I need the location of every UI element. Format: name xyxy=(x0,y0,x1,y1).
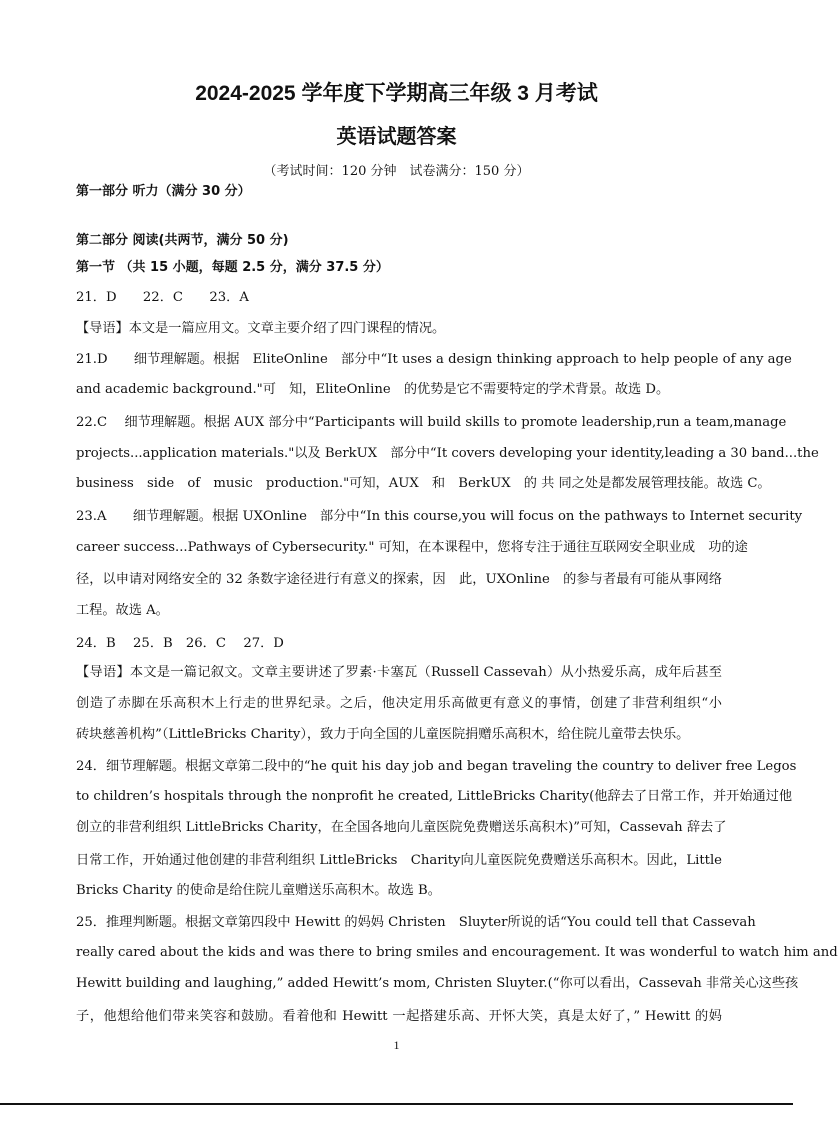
exam-info: （考试时间：120 分钟 试卷满分：150 分） xyxy=(263,164,530,179)
explanation-line: Hewitt building and laughing,” added Hewitt’s mom, Christen Sluyter.(“你可以看出，Cassevah 非常关心这些孩 xyxy=(76,976,799,991)
explanation-line: 工程。故选 A。 xyxy=(76,603,169,618)
explanation-line: 23.A 细节理解题。根据 UXOnline 部分中“In this course,you will focus on the pathways to Internet security xyxy=(76,509,803,524)
answers-21-23: 21．D 22．C 23．A xyxy=(76,290,249,305)
explanation-line: Bricks Charity 的使命是给住院儿童赠送乐高积木。故选 B。 xyxy=(76,883,441,898)
explanation-line: 日常工作，开始通过他创建的非营利组织 LittleBricks Charity向儿童医院免费赠送乐高积木。因此，Little xyxy=(76,853,722,868)
document-title: 2024-2025 学年度下学期高三年级 3 月考试 xyxy=(195,82,598,105)
explanation-line: career success...Pathways of Cybersecurity." 可知，在本课程中，您将专注于通往互联网安全职业成 功的途 xyxy=(76,540,748,555)
passage-b-intro: 砖块慈善机构”（LittleBricks Charity），致力于向全国的儿童医院捐赠乐高积木，给住院儿童带去快乐。 xyxy=(76,727,690,742)
explanation-line: business side of music production."可知，AUX 和 BerkUX 的 共 同之处是都发展管理技能。故选 C。 xyxy=(76,476,771,491)
explanation-line: 创立的非营利组织 LittleBricks Charity，在全国各地向儿童医院免费赠送乐高积木)”可知，Cassevah 辞去了 xyxy=(76,820,727,835)
explanation-line: 25．推理判断题。根据文章第四段中 Hewitt 的妈妈 Christen Sluyter所说的话“You could tell that Cassevah xyxy=(76,915,756,930)
passage-b-intro: 【导语】本文是一篇记叙文。文章主要讲述了罗素·卡塞瓦（Russell Cassevah）从小热爱乐高，成年后甚至 xyxy=(76,665,722,680)
explanation-line: to children’s hospitals through the nonprofit he created, LittleBricks Charity(他辞去了日常工作，并开始通过他 xyxy=(76,789,793,804)
part2-heading: 第二部分 阅读(共两节，满分 50 分) xyxy=(76,233,289,248)
explanation-line: 22.C 细节理解题。根据 AUX 部分中“Participants will build skills to promote leadership,run a team,manage xyxy=(76,415,787,430)
answers-24-27: 24．B 25．B 26．C 27．D xyxy=(76,636,284,651)
page-number: 1 xyxy=(393,1038,400,1052)
explanation-line: 径，以申请对网络安全的 32 条数字途径进行有意义的探索，因 此，UXOnline 的参与者最有可能从事网络 xyxy=(76,572,722,587)
explanation-line: 子，他想给他们带来笑容和鼓励。看着他和 Hewitt 一起搭建乐高、开怀大笑，真是太好了，” Hewitt 的妈 xyxy=(76,1009,722,1024)
passage-b-intro: 创造了赤脚在乐高积木上行走的世界纪录。之后，他决定用乐高做更有意义的事情，创建了非营利组织“小 xyxy=(76,696,722,711)
explanation-line: 24．细节理解题。根据文章第二段中的“he quit his day job and began traveling the country to deliver free Legos xyxy=(76,759,797,774)
explanation-line: projects...application materials."以及 BerkUX 部分中“It covers developing your identity,leading a 30 band...the xyxy=(76,446,819,461)
bottom-divider xyxy=(0,1103,793,1105)
passage-a-intro: 【导语】本文是一篇应用文。文章主要介绍了四门课程的情况。 xyxy=(76,321,446,336)
explanation-line: and academic background."可 知，EliteOnline 的优势是它不需要特定的学术背景。故选 D。 xyxy=(76,382,670,397)
explanation-line: 21.D 细节理解题。根据 EliteOnline 部分中“It uses a design thinking approach to help people of any age xyxy=(76,352,792,367)
part1-heading: 第一部分 听力（满分 30 分） xyxy=(76,184,251,199)
section1-heading: 第一节 （共 15 小题，每题 2.5 分，满分 37.5 分） xyxy=(76,260,389,275)
explanation-line: really cared about the kids and was there to bring smiles and encouragement. It was wonderful to watch him and xyxy=(76,945,838,960)
document-subtitle: 英语试题答案 xyxy=(336,126,457,148)
